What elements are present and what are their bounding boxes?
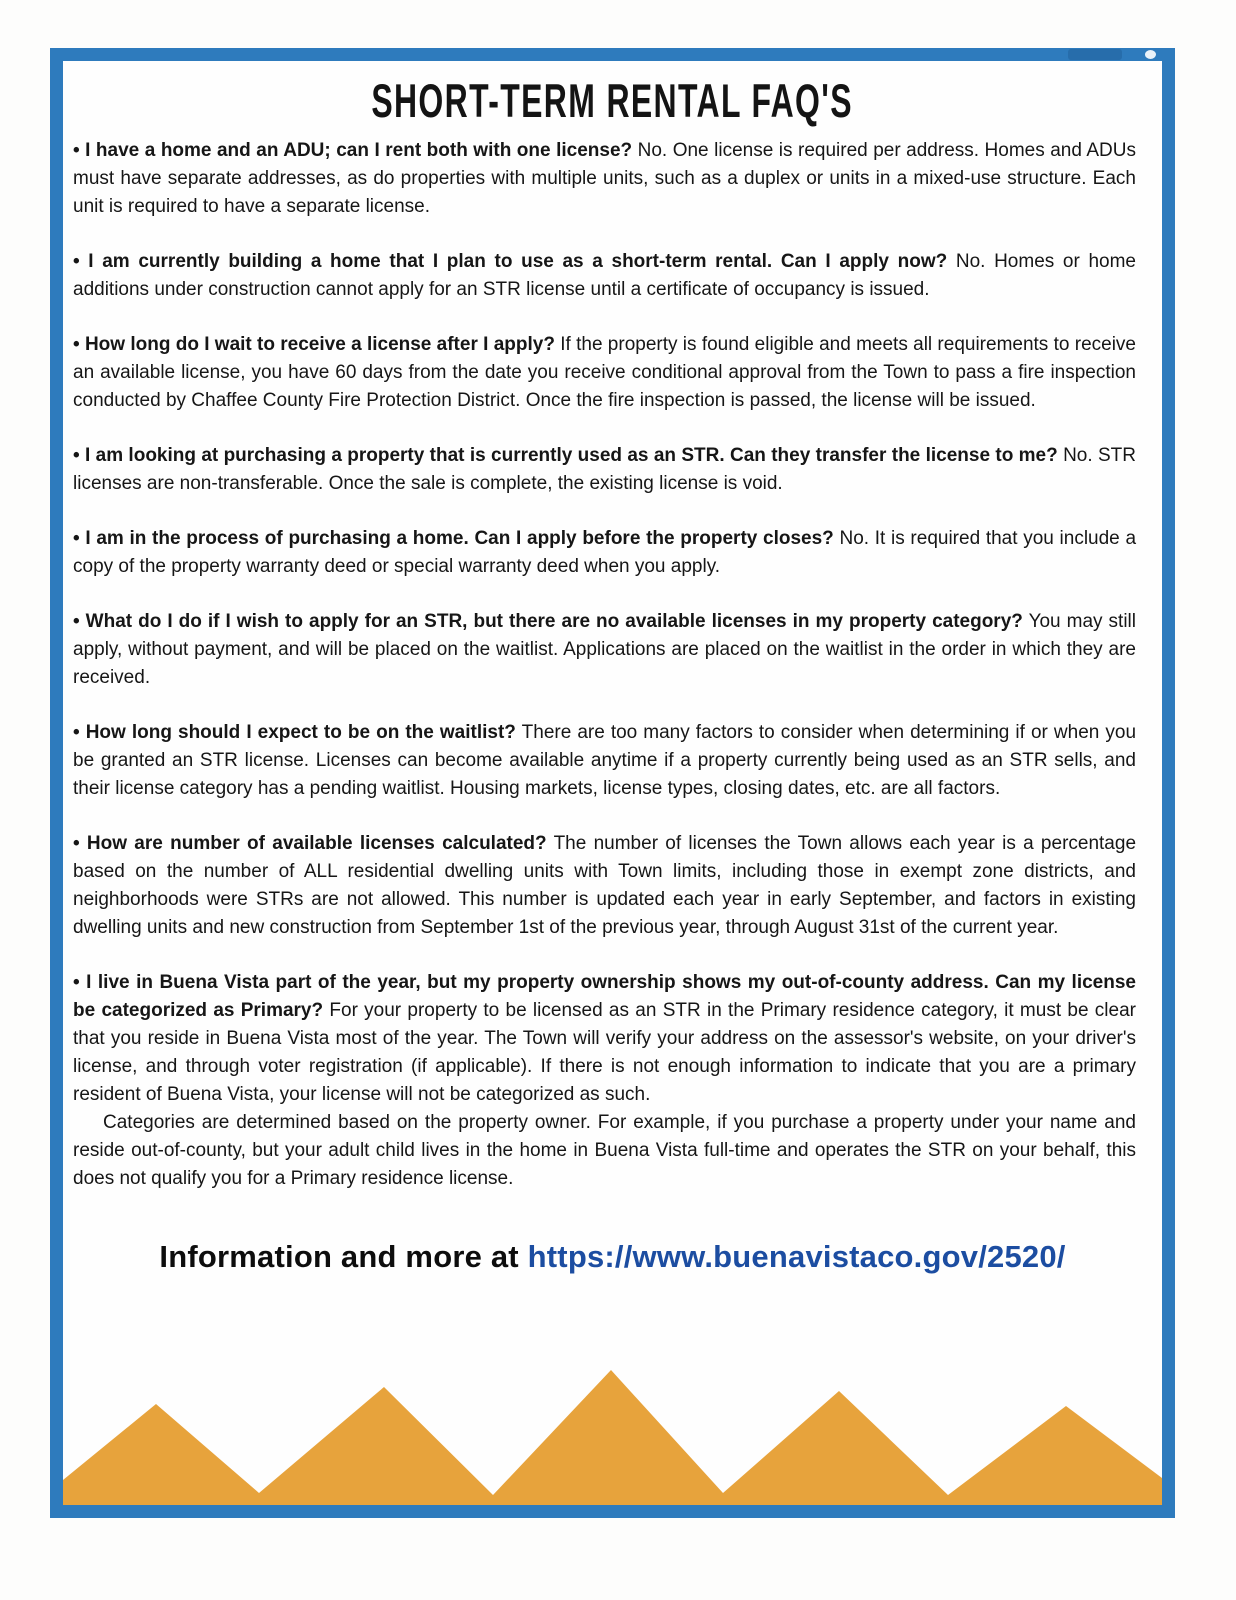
faq-item	[73, 608, 1136, 692]
faq-answer: No. Homes or home additions under construction cannot apply for an STR license until a certificate of occupancy is issued.	[73, 251, 1136, 300]
faq-answer: The number of licenses the Town allows each year is a percentage based on the number of ALL residential dwelling units with Town limits, including those in exempt zone districts, and neighborhoods were STRs are not allowed. This number is updated each year in early September, and factors in existing dwelling units and new construction from September 1st of the previous year, through August 31st of the current year.	[73, 833, 1137, 938]
faq-item	[73, 331, 1136, 415]
faq-answer: No. It is required that you include a copy of the property warranty deed or special warranty deed when you apply.	[73, 528, 1137, 577]
faq-answer: There are too many factors to consider when determining if or when you be granted an STR license. Licenses can become available anytime if a property currently being used as an STR sells, and their license category has a pending waitlist. Housing markets, license types, closing dates, etc. are all factors.	[73, 722, 1137, 799]
faq-question: • How are number of available licenses calculated?	[73, 833, 547, 854]
faq-item	[73, 248, 1136, 304]
document-frame	[50, 48, 1175, 1518]
faq-item	[73, 830, 1136, 942]
faq-list	[63, 131, 1162, 1193]
faq-answer: You may still apply, without payment, and will be placed on the waitlist. Applications are placed on the waitlist in the order in which they are received.	[73, 611, 1136, 688]
faq-answer-continued: Categories are determined based on the property owner. For example, if you purchase a property under your name and reside out-of-county, but your adult child lives in the home in Buena Vista full-time and operates the STR on your behalf, this does not qualify you for a Primary residence license.	[73, 1112, 1136, 1189]
faq-question: • How long do I wait to receive a license after I apply?	[73, 334, 555, 355]
faq-answer: If the property is found eligible and meets all requirements to receive an available license, you have 60 days from the date you receive conditional approval from the Town to pass a fire inspection conducted by Chaffee County Fire Protection District. Once the fire inspection is passed, the license will be issued.	[73, 334, 1136, 411]
faq-answer: For your property to be licensed as an STR in the Primary residence category, it must be clear that you reside in Buena Vista most of the year. The Town will verify your address on the assessor's website, on your driver's license, and through voter registration (if applicable). If there is not enough information to indicate that you are a primary resident of Buena Vista, your license will not be categorized as such.	[73, 1000, 1136, 1105]
faq-answer: No. One license is required per address. Homes and ADUs must have separate addresses, as do properties with multiple units, such as a duplex or units in a mixed-use structure. Each unit is required to have a separate license.	[73, 140, 1137, 217]
mountain-range-graphic	[63, 1355, 1162, 1505]
faq-question: • I have a home and an ADU; can I rent both with one license?	[73, 140, 633, 161]
scan-speckle	[1145, 50, 1156, 59]
faq-question: • How long should I expect to be on the waitlist?	[73, 722, 516, 743]
faq-item	[73, 137, 1136, 221]
page-title: SHORT-TERM RENTAL FAQ'S	[371, 74, 854, 127]
faq-question: • I am in the process of purchasing a home. Can I apply before the property closes?	[73, 528, 834, 549]
faq-item	[73, 719, 1136, 803]
faq-item	[73, 969, 1136, 1109]
faq-answer: No. STR licenses are non-transferable. Once the sale is complete, the existing license is void.	[73, 445, 1136, 494]
footer-label: Information and more at	[159, 1239, 519, 1274]
mountain-peaks-shape	[63, 1370, 1162, 1505]
faq-item	[73, 442, 1136, 498]
footer-link[interactable]: https://www.buenavistaco.gov/2520/	[527, 1239, 1066, 1274]
info-footer	[63, 1239, 1162, 1275]
faq-question: • I am currently building a home that I plan to use as a short-term rental. Can I apply now?	[73, 251, 948, 272]
scan-smudge	[1068, 49, 1122, 60]
faq-question: • I am looking at purchasing a property that is currently used as an STR. Can they transfer the license to me?	[73, 445, 1058, 466]
faq-question: • I live in Buena Vista part of the year, but my property ownership shows my out-of-county address. Can my license be categorized as Primary?	[73, 972, 1136, 1021]
title-row	[63, 73, 1162, 131]
faq-question: • What do I do if I wish to apply for an STR, but there are no available licenses in my property category?	[73, 611, 1023, 632]
faq-item	[73, 525, 1136, 581]
